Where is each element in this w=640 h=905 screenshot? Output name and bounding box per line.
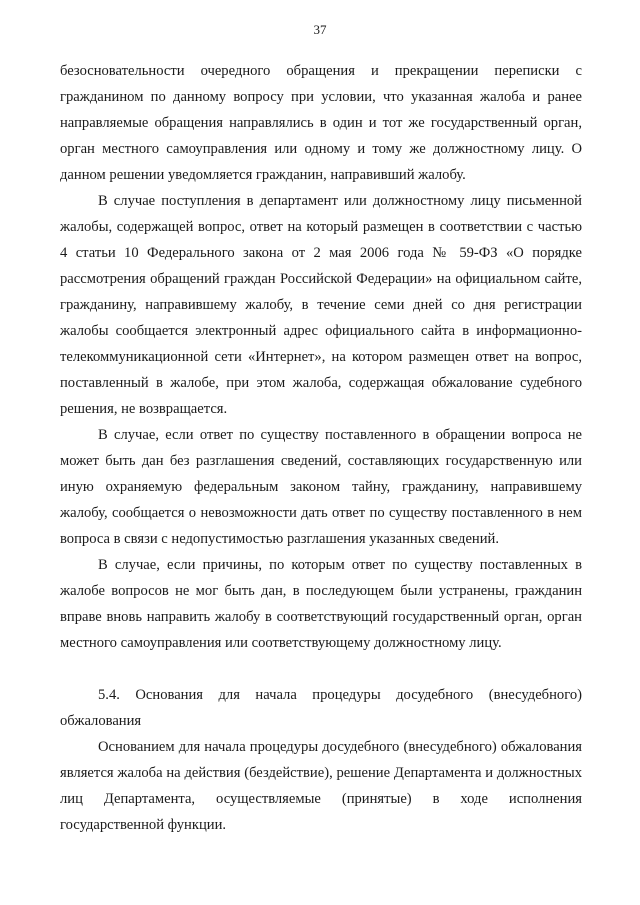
paragraph-reasons-eliminated: В случае, если причины, по которым ответ по существу поставленных в жалобе вопросов не мог быть дан, в последующем были устранены, гражданин вправе вновь направить жалобу в соответствующий государственный орган, орган местного самоуправления или соответствующему должностному лицу.	[60, 557, 582, 651]
page-number: 37	[313, 22, 327, 37]
paragraph-website-answer: В случае поступления в департамент или должностному лицу письменной жалобы, содержащей вопрос, ответ на который размещен в соответствии с частью 4 статьи 10 Федерального закона от 2 мая 2006 года № 59-ФЗ «О порядке рассмотрения обращений граждан Российской Федерации» на официальном сайте, гражданину, направившему жалобу, в течение семи дней со дня регистрации жалобы сообщается электронный адрес официального сайта в информационно-телекоммуникационной сети «Интернет», на котором размещен ответ на вопрос, поставленный в жалобе, при этом жалоба, содержащая обжалование судебного решения, не возвращается.	[60, 193, 582, 417]
paragraph-continuation: безосновательности очередного обращения и прекращении переписки с гражданином по данному вопросу при условии, что указанная жалоба и ранее направляемые обращения направлялись в один и тот же государственный орган, орган местного самоуправления или одному и тому же должностному лицу. О данном решении уведомляется гражданин, направивший жалобу.	[60, 63, 582, 183]
paragraph-state-secret: В случае, если ответ по существу поставленного в обращении вопроса не может быть дан без разглашения сведений, составляющих государственную или иную охраняемую федеральным законом тайну, гражданину, направившему жалобу, сообщается о невозможности дать ответ по существу поставленного в нем вопроса в связи с недопустимостью разглашения указанных сведений.	[60, 427, 582, 547]
section-heading: 5.4. Основания для начала процедуры досудебного (внесудебного) обжалования	[60, 687, 582, 729]
section-body: Основанием для начала процедуры досудебного (внесудебного) обжалования является жалоба на действия (бездействие), решение Департамента и должностных лиц Департамента, осуществляемые (принятые) в ходе исполнения государственной функции.	[60, 739, 582, 833]
document-body	[60, 58, 582, 838]
